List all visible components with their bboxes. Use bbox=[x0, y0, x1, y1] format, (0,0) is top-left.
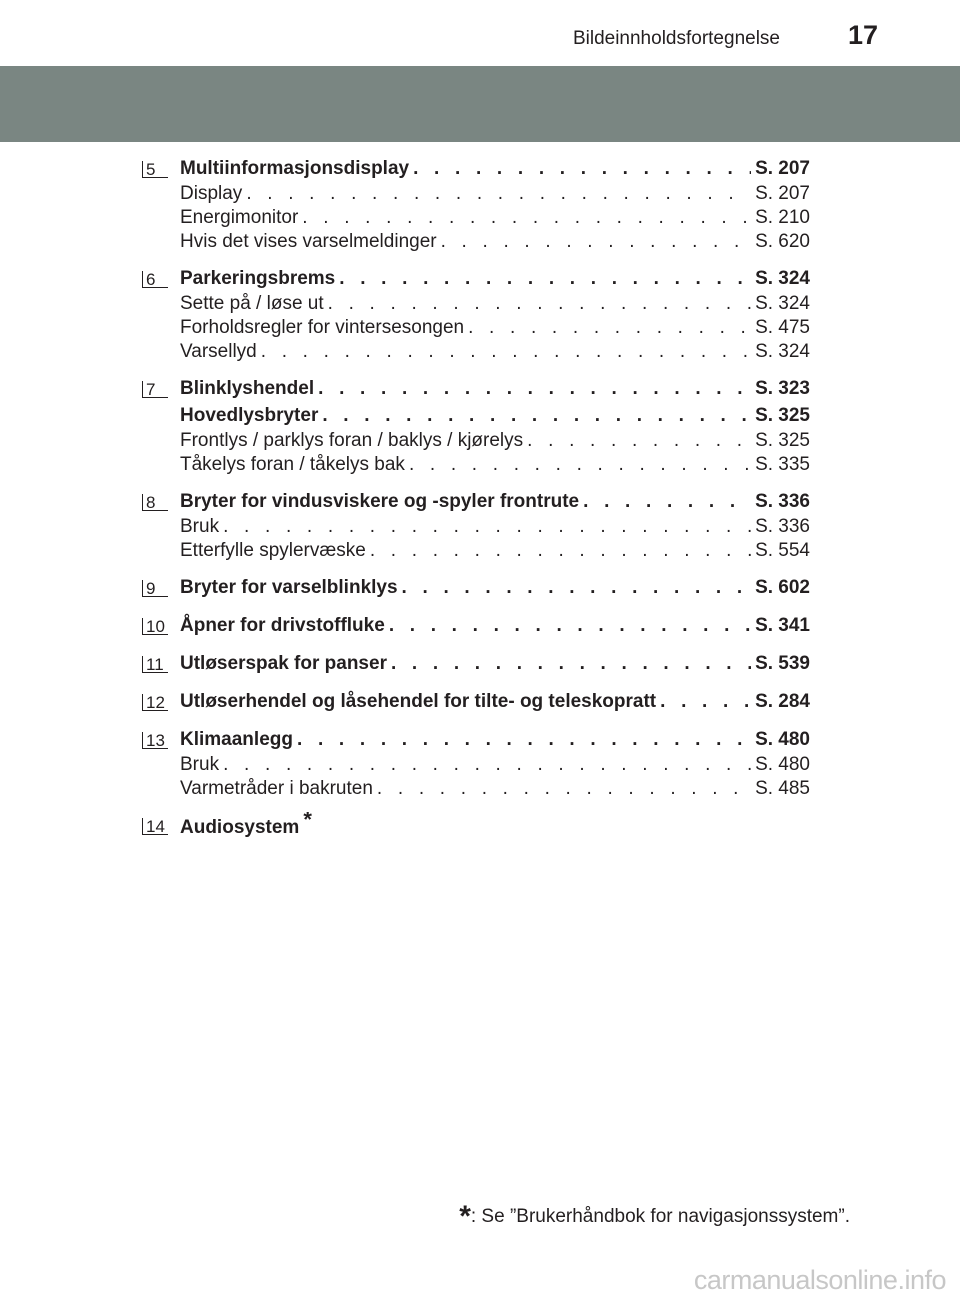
entry-label: Blinklyshendel bbox=[180, 378, 315, 399]
entry-page-ref: S. 284 bbox=[755, 691, 810, 712]
dot-leader bbox=[246, 182, 751, 206]
section-number-marker: 8 bbox=[142, 494, 168, 511]
toc-main-entry[interactable] bbox=[180, 726, 810, 753]
entry-page-ref: S. 620 bbox=[755, 231, 810, 252]
toc-main-entry[interactable] bbox=[180, 612, 810, 639]
entry-label: Bryter for varselblinklys bbox=[180, 577, 398, 598]
dot-leader bbox=[322, 402, 751, 429]
entry-label: Hovedlysbryter bbox=[180, 405, 319, 426]
dot-leader bbox=[223, 515, 751, 539]
section-number-marker: 9 bbox=[142, 580, 168, 597]
header-band bbox=[0, 66, 960, 142]
toc-section bbox=[146, 812, 810, 839]
toc-section bbox=[146, 375, 810, 477]
toc-section bbox=[146, 612, 810, 639]
dot-leader bbox=[409, 453, 751, 477]
entry-label: Utløserhendel og låsehendel for tilte- og teleskopratt bbox=[180, 691, 657, 712]
entry-page-ref: S. 335 bbox=[755, 454, 810, 475]
toc-sub-entry[interactable] bbox=[180, 230, 810, 254]
section-number-marker: 7 bbox=[142, 381, 168, 398]
entry-page-ref: S. 207 bbox=[755, 158, 810, 179]
entry-page-ref: S. 341 bbox=[755, 615, 810, 636]
entry-page-ref: S. 324 bbox=[755, 293, 810, 314]
toc-section bbox=[146, 688, 810, 715]
dot-leader bbox=[402, 574, 752, 601]
dot-leader bbox=[370, 539, 751, 563]
dot-leader bbox=[389, 612, 751, 639]
entry-label: Parkeringsbrems bbox=[180, 268, 336, 289]
entry-page-ref: S. 485 bbox=[755, 778, 810, 799]
toc-main-entry[interactable] bbox=[180, 812, 810, 839]
section-number-marker: 10 bbox=[142, 618, 168, 635]
section-number-marker: 13 bbox=[142, 732, 168, 749]
dot-leader bbox=[391, 650, 751, 677]
entry-label: Varmetråder i bakruten bbox=[180, 778, 373, 799]
dot-leader bbox=[328, 292, 751, 316]
page-header bbox=[0, 0, 960, 56]
entry-page-ref: S. 207 bbox=[755, 183, 810, 204]
footnote-text: : Se ”Brukerhåndbok for navigasjonssystem”. bbox=[470, 1206, 850, 1227]
toc-section bbox=[146, 488, 810, 563]
section-number-marker: 6 bbox=[142, 271, 168, 288]
entry-label: Audiosystem bbox=[180, 817, 300, 838]
dot-leader bbox=[413, 155, 751, 182]
entry-page-ref: S. 325 bbox=[755, 430, 810, 451]
toc-sub-entry[interactable] bbox=[180, 206, 810, 230]
entry-label: Klimaanlegg bbox=[180, 729, 293, 750]
toc-main-entry[interactable] bbox=[180, 650, 810, 677]
toc-sub-entry[interactable] bbox=[180, 340, 810, 364]
toc-sub-entry[interactable] bbox=[180, 316, 810, 340]
entry-page-ref: S. 554 bbox=[755, 540, 810, 561]
toc-main-entry[interactable] bbox=[180, 402, 810, 429]
entry-page-ref: S. 336 bbox=[755, 491, 810, 512]
entry-label: Sette på / løse ut bbox=[180, 293, 324, 314]
dot-leader bbox=[297, 726, 751, 753]
entry-label: Multiinformasjonsdisplay bbox=[180, 158, 410, 179]
toc-main-entry[interactable] bbox=[180, 375, 810, 402]
toc-main-entry[interactable] bbox=[180, 155, 810, 182]
entry-label: Energimonitor bbox=[180, 207, 299, 228]
entry-page-ref: S. 324 bbox=[755, 341, 810, 362]
toc-section bbox=[146, 574, 810, 601]
table-of-contents bbox=[146, 155, 810, 850]
section-number-marker: 5 bbox=[142, 161, 168, 178]
entry-page-ref: S. 480 bbox=[755, 754, 810, 775]
entry-page-ref: S. 325 bbox=[755, 405, 810, 426]
entry-page-ref: S. 323 bbox=[755, 378, 810, 399]
entry-label: Frontlys / parklys foran / baklys / kjørelys bbox=[180, 430, 524, 451]
toc-section bbox=[146, 726, 810, 801]
entry-label: Varsellyd bbox=[180, 341, 257, 362]
toc-main-entry[interactable] bbox=[180, 265, 810, 292]
dot-leader bbox=[583, 488, 751, 515]
dot-leader bbox=[318, 375, 751, 402]
entry-page-ref: S. 602 bbox=[755, 577, 810, 598]
watermark: carmanualsonline.info bbox=[693, 1265, 946, 1295]
entry-page-ref: S. 475 bbox=[755, 317, 810, 338]
dot-leader bbox=[468, 316, 751, 340]
toc-sub-entry[interactable] bbox=[180, 515, 810, 539]
entry-page-ref: S. 480 bbox=[755, 729, 810, 750]
entry-label: Bruk bbox=[180, 516, 220, 537]
entry-page-ref: S. 210 bbox=[755, 207, 810, 228]
toc-section bbox=[146, 155, 810, 254]
entry-label: Forholdsregler for vintersesongen bbox=[180, 317, 465, 338]
entry-label: Tåkelys foran / tåkelys bak bbox=[180, 454, 405, 475]
toc-main-entry[interactable] bbox=[180, 574, 810, 601]
dot-leader bbox=[302, 206, 751, 230]
toc-main-entry[interactable] bbox=[180, 688, 810, 715]
entry-page-ref: S. 324 bbox=[755, 268, 810, 289]
toc-sub-entry[interactable] bbox=[180, 429, 810, 453]
footnote bbox=[459, 1196, 850, 1233]
dot-leader bbox=[339, 265, 751, 292]
section-number-marker: 11 bbox=[142, 656, 168, 673]
dot-leader bbox=[377, 777, 751, 801]
toc-section bbox=[146, 265, 810, 364]
section-number-marker: 12 bbox=[142, 694, 168, 711]
dot-leader bbox=[441, 230, 751, 254]
toc-section bbox=[146, 650, 810, 677]
entry-label: Hvis det vises varselmeldinger bbox=[180, 231, 437, 252]
entry-label: Utløserspak for panser bbox=[180, 653, 387, 674]
entry-label: Åpner for drivstoffluke bbox=[180, 615, 385, 636]
entry-label: Bryter for vindusviskere og -spyler frontrute bbox=[180, 491, 580, 512]
dot-leader bbox=[660, 688, 751, 715]
entry-page-ref: S. 539 bbox=[755, 653, 810, 674]
toc-sub-entry[interactable] bbox=[180, 182, 810, 206]
entry-superscript: * bbox=[303, 812, 312, 832]
section-number-marker: 14 bbox=[142, 818, 168, 835]
toc-sub-entry[interactable] bbox=[180, 753, 810, 777]
header-title: Bildeinnholdsfortegnelse bbox=[572, 28, 780, 49]
entry-label: Etterfylle spylervæske bbox=[180, 540, 366, 561]
dot-leader bbox=[527, 429, 751, 453]
toc-sub-entry[interactable] bbox=[180, 539, 810, 563]
toc-main-entry[interactable] bbox=[180, 488, 810, 515]
toc-sub-entry[interactable] bbox=[180, 292, 810, 316]
footnote-marker: * bbox=[459, 1200, 471, 1233]
entry-label: Bruk bbox=[180, 754, 220, 775]
toc-sub-entry[interactable] bbox=[180, 777, 810, 801]
dot-leader bbox=[223, 753, 751, 777]
page-number: 17 bbox=[848, 20, 879, 50]
dot-leader bbox=[261, 340, 751, 364]
toc-sub-entry[interactable] bbox=[180, 453, 810, 477]
entry-label: Display bbox=[180, 183, 243, 204]
entry-page-ref: S. 336 bbox=[755, 516, 810, 537]
